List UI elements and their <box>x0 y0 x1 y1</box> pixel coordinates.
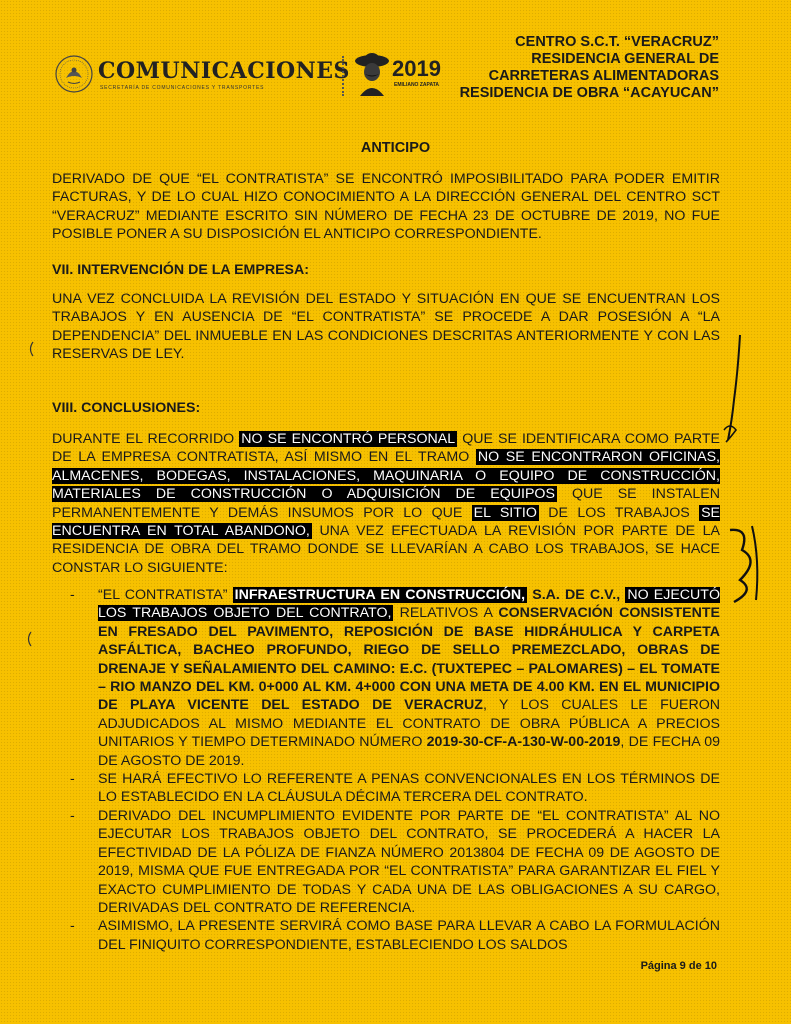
text-run: “EL CONTRATISTA” <box>98 587 228 603</box>
year-text: 2019 <box>392 56 441 81</box>
text-run: DERIVADO DEL INCUMPLIMIENTO EVIDENTE POR PARTE DE “EL CONTRATISTA” AL NO EJECUTAR LOS TRABAJOS OBJETO DEL CONTRATO, SE PROCEDERÁ A HACER LA EFECTIVIDAD DE LA PÓLIZA DE FIANZA NÚMERO 2013804 DE FECHA 09 DE AGOSTO DE 2019, MISMA QUE FUE ENTREGADA POR “EL CONTRATISTA” PARA GARANTIZAR EL FIEL Y EXACTO CUMPLIMIENTO DE TODAS Y CADA UNA DE LAS OBLIGACIONES A SU CARGO, DERIVADAS DEL CONTRATO DE REFERENCIA. <box>98 807 720 916</box>
redacted-highlight: NO SE ENCONTRARON OFICINAS, ALMACENES, BODEGAS, INSTALACIONES, MAQUINARIA O EQUIPO DE CONSTRUCCIÓN, MATERIALES DE CONSTRUCCIÓN O ADQUISICIÓN DE EQUIPOS <box>52 449 720 503</box>
bullet-dash: - <box>70 587 75 603</box>
text-run: QUE SE INSTALEN PERMANENTEMENTE Y DEMÁS INSUMOS POR LO QUE <box>52 486 720 521</box>
list-item <box>52 807 720 917</box>
redacted-highlight: INFRAESTRUCTURA EN CONSTRUCCIÓN, <box>234 587 526 603</box>
year-subtitle: EMILIANO ZAPATA <box>394 82 439 88</box>
text-run: QUE SE IDENTIFICARA COMO PARTE DE LA EMPRESA CONTRATISTA, ASÍ MISMO EN EL TRAMO <box>52 431 720 466</box>
text-run: DURANTE EL RECORRIDO <box>52 431 235 447</box>
mexico-seal-icon <box>54 54 94 94</box>
header-line: CENTRO S.C.T. “VERACRUZ” <box>515 34 719 50</box>
text-run: , Y LOS CUALES LE FUERON ADJUDICADOS AL MISMO MEDIANTE EL CONTRATO DE OBRA PÚBLICA A PRECIOS UNITARIOS Y TIEMPO DETERMINADO NÚMERO <box>98 697 720 751</box>
redacted-highlight: NO SE ENCONTRÓ PERSONAL <box>241 431 456 447</box>
text-run: ASIMISMO, LA PRESENTE SERVIRÁ COMO BASE PARA LLEVAR A CABO LA FORMULACIÓN DEL FINIQUITO CORRESPONDIENTE, ESTABLECIENDO LOS SALDOS <box>98 918 720 953</box>
conclusions-list <box>52 586 720 954</box>
paragraph-conclusiones <box>52 430 720 577</box>
bullet-dash: - <box>70 771 75 788</box>
header-line: CARRETERAS ALIMENTADORAS <box>488 68 719 84</box>
year-logo <box>354 52 454 100</box>
header-line: RESIDENCIA GENERAL DE <box>531 51 719 67</box>
margin-mark-icon <box>24 630 34 648</box>
redacted-highlight: EL SITIO <box>473 504 537 521</box>
header-line: RESIDENCIA DE OBRA “ACAYUCAN” <box>459 85 719 101</box>
logo-subtitle: SECRETARÍA DE COMUNICACIONES Y TRANSPORTES <box>100 85 265 91</box>
list-item <box>52 770 720 807</box>
text-run: S.A. DE C.V., <box>532 587 621 603</box>
list-item <box>52 917 720 954</box>
page-number: Página 9 de 10 <box>640 960 717 972</box>
bullet-dash: - <box>70 918 75 935</box>
paragraph-vii: UNA VEZ CONCLUIDA LA REVISIÓN DEL ESTADO Y SITUACIÓN EN QUE SE ENCUENTRAN LOS TRABAJOS Y EN AUSENCIA DE “EL CONTRATISTA” SE PROCEDE A DAR POSESIÓN A “LA DEPENDENCIA” DEL INMUEBLE EN LAS CONDICIONES DESCRITAS ANTERIORMENTE Y CON LAS RESERVAS DE LEY. <box>52 291 720 363</box>
margin-mark-icon <box>26 340 36 358</box>
handwritten-mark-icon <box>700 330 760 460</box>
heading-vii: VII. INTERVENCIÓN DE LA EMPRESA: <box>52 262 309 278</box>
redacted-highlight: NO EJECUTÓ LOS TRABAJOS OBJETO DEL CONTRATO, <box>98 587 720 622</box>
zapata-portrait-icon <box>354 52 390 96</box>
list-item <box>52 586 720 770</box>
text-run: DE LOS TRABAJOS <box>548 504 690 521</box>
heading-viii: VIII. CONCLUSIONES: <box>52 400 201 416</box>
text-run-bold: CONSERVACIÓN CONSISTENTE EN FRESADO DEL PAVIMENTO, REPOSICIÓN DE BASE HIDRÁHULICA Y CARPETA ASFÁLTICA, BACHEO PROFUNDO, RIEGO DE SELLO PREMEZCLADO, OBRAS DE DRENAJE Y SEÑALAMIENTO DEL CAMINO: E.C. (TUXTEPEC – PALOMARES) – EL TOMATE – RIO MANZO DEL KM. 0+000 AL KM. 4+000 CON UNA META DE 4.00 KM. EN EL MUNICIPIO DE PLAYA VICENTE DEL ESTADO DE VERACRUZ <box>98 605 720 714</box>
text-run: SE HARÁ EFECTIVO LO REFERENTE A PENAS CONVENCIONALES EN LOS TÉRMINOS DE LO ESTABLECIDO EN LA CLÁUSULA DÉCIMA TERCERA DEL CONTRATO. <box>98 771 720 806</box>
header-office-block <box>460 34 719 102</box>
text-run: RELATIVOS A <box>399 605 493 622</box>
paragraph-anticipo: DERIVADO DE QUE “EL CONTRATISTA” SE ENCONTRÓ IMPOSIBILITADO PARA PODER EMITIR FACTURAS, Y DE LO CUAL HIZO CONOCIMIENTO A LA DIRECCIÓN GENERAL DEL CENTRO SCT “VERACRUZ” MEDIANTE ESCRITO SIN NÚMERO DE FECHA 23 DE OCTUBRE DE 2019, NO FUE POSIBLE PONER A SU DISPOSICIÓN EL ANTICIPO CORRESPONDIENTE. <box>52 171 720 243</box>
bullet-dash: - <box>70 807 75 824</box>
text-run: UNA VEZ EFECTUADA LA REVISIÓN POR PARTE DE LA RESIDENCIA DE OBRA DEL TRAMO DONDE SE LLEVARÍAN A CABO LOS TRABAJOS, SE HACE CONSTAR LO SIGUIENTE: <box>52 523 720 576</box>
logo-title: COMUNICACIONES <box>98 58 350 84</box>
section-title-anticipo: ANTICIPO <box>360 140 431 156</box>
contract-number: 2019-30-CF-A-130-W-00-2019 <box>426 734 621 751</box>
redacted-highlight: SE ENCUENTRA EN TOTAL ABANDONO, <box>52 504 720 540</box>
signature-initials-icon <box>720 520 770 610</box>
sct-logo <box>54 52 350 98</box>
text-run: , DE FECHA 09 DE AGOSTO DE 2019. <box>98 734 720 769</box>
logo-divider <box>342 56 346 96</box>
